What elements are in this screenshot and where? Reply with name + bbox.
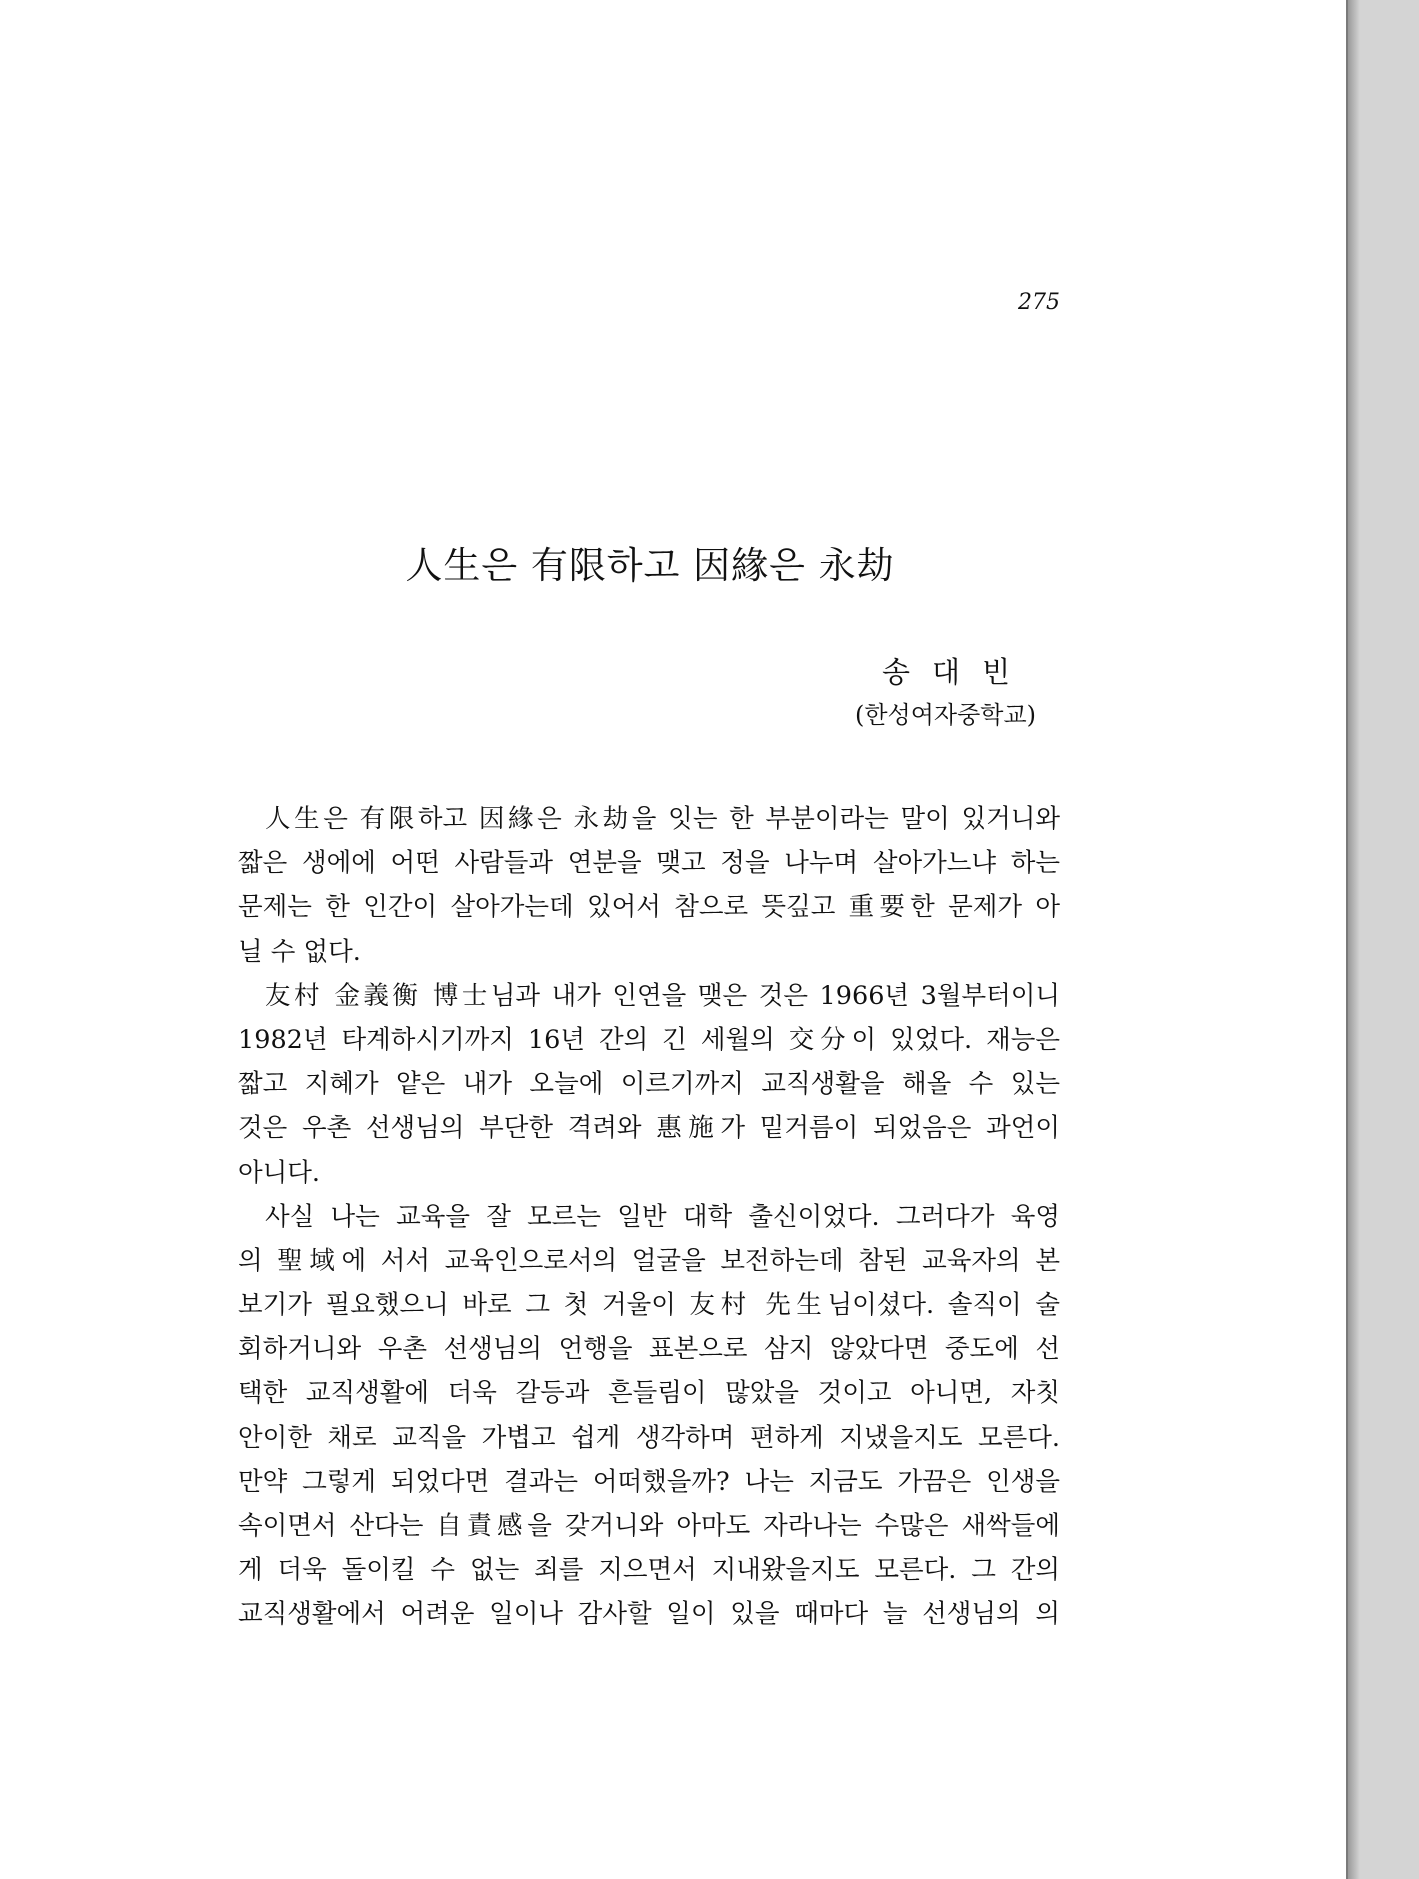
text-line: 속이면서 산다는 自責感을 갖거니와 아마도 자라나는 수많은 새싹들에 — [238, 1511, 1060, 1541]
text-line: 만약 그렇게 되었다면 결과는 어떠했을까? 나는 지금도 가끔은 인생을 — [238, 1466, 1060, 1497]
text-line: 1982년 타계하시기까지 16년 간의 긴 세월의 交分이 있었다. 재능은 — [238, 1024, 1060, 1055]
text-line: 것은 우촌 선생님의 부단한 격려와 惠施가 밑거름이 되었음은 과언이 — [238, 1113, 1060, 1144]
text-line: 문제는 한 인간이 살아가는데 있어서 참으로 뜻깊고 重要한 문제가 아 — [238, 892, 1060, 923]
page-edge-shadow — [1348, 0, 1360, 1879]
page-number: 275 — [1018, 290, 1060, 315]
author-affiliation: (한성여자중학교) — [854, 701, 1036, 729]
body-text — [238, 797, 1060, 1637]
text-line: 게 더욱 돌이킬 수 없는 죄를 지으면서 지내왔을지도 모른다. 그 간의 — [238, 1555, 1060, 1586]
text-line: 사실 나는 교육을 잘 모르는 일반 대학 출신이었다. 그러다가 육영 — [265, 1201, 1060, 1232]
text-line: 닐 수 없다. — [238, 936, 361, 967]
text-line: 교직생활에서 어려운 일이나 감사할 일이 있을 때마다 늘 선생님의 의 — [238, 1599, 1060, 1630]
text-line: 회하거니와 우촌 선생님의 언행을 표본으로 삼지 않았다면 중도에 선 — [238, 1334, 1060, 1365]
text-line: 안이한 채로 교직을 가볍고 쉽게 생각하며 편하게 지냈을지도 모른다. — [238, 1422, 1060, 1453]
text-line: 짧고 지혜가 얕은 내가 오늘에 이르기까지 교직생활을 해올 수 있는 — [238, 1069, 1060, 1100]
text-line: 짧은 생에에 어떤 사람들과 연분을 맺고 정을 나누며 살아가느냐 하는 — [238, 848, 1060, 879]
text-line: 의 聖域에 서서 교육인으로서의 얼굴을 보전하는데 참된 교육자의 본 — [238, 1245, 1060, 1276]
author-name: 송대빈 — [881, 655, 1032, 689]
text-line: 보기가 필요했으니 바로 그 첫 거울이 友村 先生님이셨다. 솔직이 술 — [238, 1290, 1060, 1321]
text-line: 택한 교직생활에 더욱 갈등과 흔들림이 많았을 것이고 아니면, 자칫 — [238, 1378, 1060, 1409]
article-title: 人生은 有限하고 因緣은 永劫 — [405, 544, 895, 587]
text-line: 友村 金義衡 博士님과 내가 인연을 맺은 것은 1966년 3월부터이니 — [265, 980, 1060, 1011]
text-line: 아니다. — [238, 1157, 321, 1188]
text-line: 人生은 有限하고 因緣은 永劫을 잇는 한 부분이라는 말이 있거니와 — [265, 804, 1060, 834]
